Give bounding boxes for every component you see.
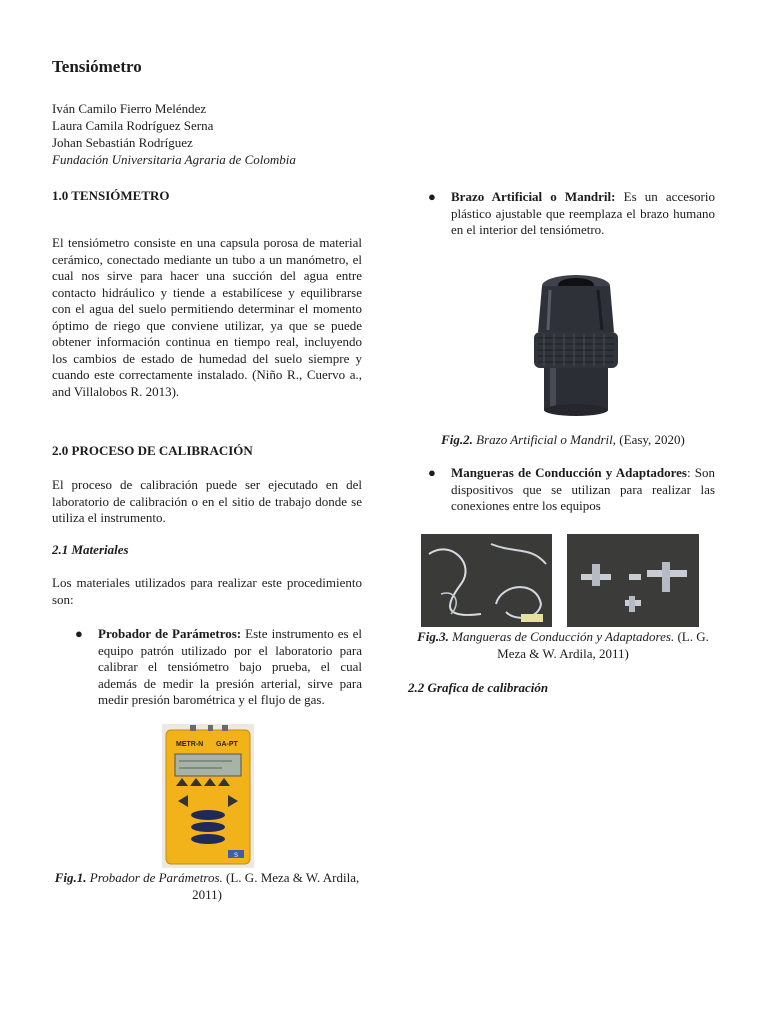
hoses-image <box>421 534 552 627</box>
fig-3-number: Fig.3. <box>417 629 449 644</box>
section-2-text: El proceso de calibración puede ser ejecutado en del laboratorio de calibración o en el sitio de trabajo donde se utiliza el instrumento. <box>52 477 362 525</box>
bullet-term: Mangueras de Conducción y Adaptadores <box>451 465 687 480</box>
bullet-icon: ● <box>428 465 436 480</box>
fig-3-source: (L. G. Meza & W. Ardila, 2011) <box>497 629 709 661</box>
bullet-text: Es un accesorio plástico ajustable que reemplaza el brazo humano en el interior del tensiómetro. <box>451 189 715 237</box>
section-2-1-heading: 2.1 Materiales <box>52 542 129 557</box>
bullet-text: Este instrumento es el equipo patrón utilizado por el laboratorio para calibrar el tensiómetro bajo prueba, el cual además de medir la presión arterial, sirve para medir presión barométrica y el flujo de gas. <box>98 626 362 707</box>
adapters-image <box>567 534 699 627</box>
bullet-mangueras <box>428 465 716 515</box>
fig-2-caption <box>408 432 718 449</box>
mandril-image <box>528 268 624 418</box>
bullet-probador <box>75 626 362 709</box>
bullet-mandril <box>428 189 715 239</box>
fig-1-title: Probador de Parámetros. <box>86 870 223 885</box>
section-2-2-heading: 2.2 Grafica de calibración <box>408 680 549 695</box>
author-name: Johan Sebastián Rodríguez <box>52 135 193 150</box>
section-2-1-text: Los materiales utilizados para realizar este procedimiento son: <box>52 575 362 607</box>
fig-2-source: (Easy, 2020) <box>616 432 685 447</box>
fig-1-caption <box>52 870 362 903</box>
bullet-text: : Son dispositivos que se utilizan para realizar las conexiones entre los equipos <box>451 465 716 513</box>
author-block <box>52 100 296 168</box>
section-1-heading: 1.0 TENSIÓMETRO <box>52 188 170 203</box>
page-title: Tensiómetro <box>52 57 142 76</box>
parameter-tester-image <box>162 724 254 868</box>
section-1-text: El tensiómetro consiste en una capsula porosa de material cerámico, conectado mediante un tubo a un manómetro, el cual nos sirve para hacer una succión del agua entre contacto hidráulico y tiende a estabilícese y equilibrarse con el agua del suelo permitiendo determinar el momento óptimo de riego que conviene utilizar, ya que se puede obtener información continua en tiempo real, incluyendo los cambios de estado de humedad del suelo siempre y cuando este correctamente instalado. (Niño R., Cuervo a., and Villalobos R. 2013). <box>52 235 362 399</box>
fig-3-title: Mangueras de Conducción y Adaptadores. <box>448 629 675 644</box>
device-brand: S <box>233 853 239 859</box>
fig-1-number: Fig.1. <box>54 870 87 885</box>
bullet-icon: ● <box>428 189 436 204</box>
device-label-right: GA-PT <box>216 741 238 748</box>
author-name: Iván Camilo Fierro Meléndez <box>52 101 207 116</box>
device-label-left: METR-N <box>176 741 204 748</box>
fig-1-source: (L. G. Meza & W. Ardila, 2011) <box>192 870 360 902</box>
institution: Fundación Universitaria Agraria de Colombia <box>52 152 296 167</box>
bullet-term: Probador de Parámetros: <box>98 626 242 641</box>
bullet-icon: ● <box>75 626 83 641</box>
bullet-term: Brazo Artificial o Mandril: <box>451 189 616 204</box>
author-name: Laura Camila Rodríguez Serna <box>52 118 214 133</box>
fig-2-number: Fig.2. <box>441 432 473 447</box>
section-2-heading: 2.0 PROCESO DE CALIBRACIÓN <box>52 443 253 458</box>
fig-2-title: Brazo Artificial o Mandril, <box>472 432 617 447</box>
fig-3-caption <box>408 629 718 662</box>
